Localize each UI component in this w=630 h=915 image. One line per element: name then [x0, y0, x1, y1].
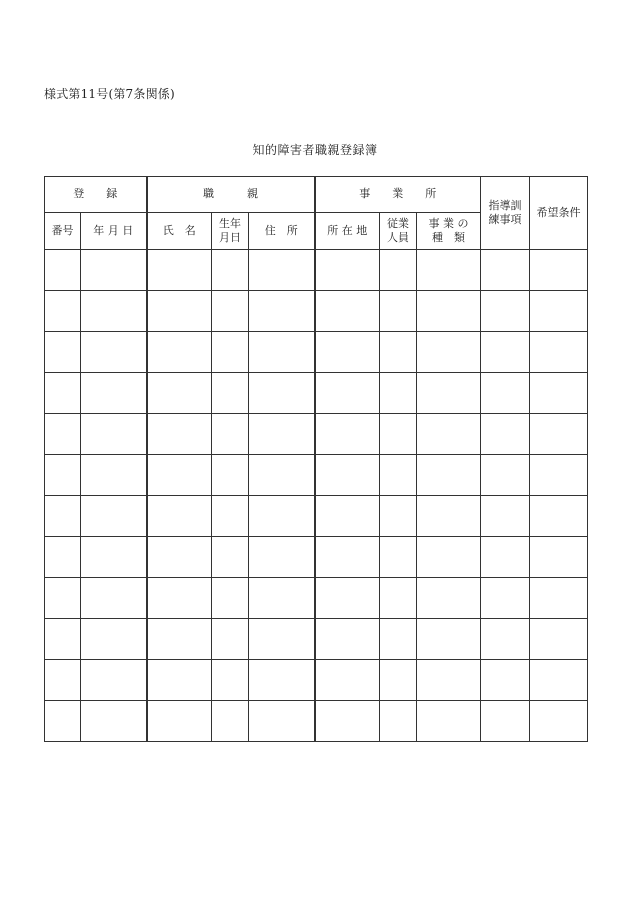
cell-address[interactable]: [249, 414, 315, 455]
cell-number[interactable]: [45, 250, 81, 291]
cell-address[interactable]: [249, 660, 315, 701]
cell-birthdate[interactable]: [212, 250, 249, 291]
register-body: [45, 250, 588, 742]
col-business-type-header: 事 業 の 種 類: [417, 213, 481, 250]
cell-name[interactable]: [147, 373, 212, 414]
cell-date[interactable]: [81, 414, 147, 455]
cell-location[interactable]: [315, 414, 380, 455]
cell-name[interactable]: [147, 332, 212, 373]
cell-birthdate[interactable]: [212, 537, 249, 578]
cell-employees[interactable]: [380, 332, 417, 373]
cell-name[interactable]: [147, 537, 212, 578]
register-table: [44, 176, 588, 742]
cell-date[interactable]: [81, 578, 147, 619]
cell-name[interactable]: [147, 250, 212, 291]
cell-business-type[interactable]: [417, 578, 481, 619]
cell-business-type[interactable]: [417, 619, 481, 660]
cell-birthdate[interactable]: [212, 414, 249, 455]
cell-location[interactable]: [315, 578, 380, 619]
cell-guidance[interactable]: [481, 332, 530, 373]
cell-birthdate[interactable]: [212, 291, 249, 332]
cell-location[interactable]: [315, 332, 380, 373]
cell-conditions[interactable]: [530, 250, 588, 291]
cell-number[interactable]: [45, 701, 81, 742]
cell-name[interactable]: [147, 619, 212, 660]
cell-guidance[interactable]: [481, 291, 530, 332]
col-number-header: 番号: [45, 213, 81, 250]
cell-number[interactable]: [45, 660, 81, 701]
cell-name[interactable]: [147, 414, 212, 455]
cell-number[interactable]: [45, 537, 81, 578]
cell-date[interactable]: [81, 455, 147, 496]
cell-birthdate[interactable]: [212, 578, 249, 619]
cell-location[interactable]: [315, 455, 380, 496]
cell-location[interactable]: [315, 619, 380, 660]
cell-employees[interactable]: [380, 291, 417, 332]
table-row: [45, 414, 588, 455]
cell-name[interactable]: [147, 496, 212, 537]
header-row-groups: [45, 177, 588, 213]
cell-date[interactable]: [81, 332, 147, 373]
cell-business-type[interactable]: [417, 414, 481, 455]
cell-location[interactable]: [315, 660, 380, 701]
cell-business-type[interactable]: [417, 332, 481, 373]
cell-address[interactable]: [249, 332, 315, 373]
cell-birthdate[interactable]: [212, 332, 249, 373]
form-number: 様式第11号(第7条関係): [44, 87, 175, 101]
table-row: [45, 373, 588, 414]
cell-birthdate[interactable]: [212, 619, 249, 660]
group-shokuoya-header: 職 親: [147, 177, 315, 213]
cell-guidance[interactable]: [481, 537, 530, 578]
cell-name[interactable]: [147, 291, 212, 332]
cell-date[interactable]: [81, 701, 147, 742]
cell-business-type[interactable]: [417, 373, 481, 414]
cell-conditions[interactable]: [530, 701, 588, 742]
cell-employees[interactable]: [380, 414, 417, 455]
cell-birthdate[interactable]: [212, 373, 249, 414]
cell-number[interactable]: [45, 455, 81, 496]
cell-employees[interactable]: [380, 373, 417, 414]
cell-location[interactable]: [315, 291, 380, 332]
cell-conditions[interactable]: [530, 373, 588, 414]
cell-employees[interactable]: [380, 578, 417, 619]
table-row: [45, 455, 588, 496]
cell-location[interactable]: [315, 537, 380, 578]
cell-birthdate[interactable]: [212, 701, 249, 742]
cell-address[interactable]: [249, 537, 315, 578]
cell-conditions[interactable]: [530, 537, 588, 578]
cell-business-type[interactable]: [417, 701, 481, 742]
cell-date[interactable]: [81, 373, 147, 414]
table-row: [45, 496, 588, 537]
table-row: [45, 332, 588, 373]
cell-business-type[interactable]: [417, 291, 481, 332]
cell-employees[interactable]: [380, 660, 417, 701]
cell-address[interactable]: [249, 373, 315, 414]
cell-guidance[interactable]: [481, 578, 530, 619]
cell-conditions[interactable]: [530, 332, 588, 373]
cell-location[interactable]: [315, 373, 380, 414]
cell-employees[interactable]: [380, 496, 417, 537]
cell-address[interactable]: [249, 701, 315, 742]
col-location-header: 所 在 地: [315, 213, 380, 250]
cell-birthdate[interactable]: [212, 455, 249, 496]
cell-date[interactable]: [81, 619, 147, 660]
cell-date[interactable]: [81, 537, 147, 578]
table-row: [45, 660, 588, 701]
col-employees-header: 従業 人員: [380, 213, 417, 250]
cell-business-type[interactable]: [417, 537, 481, 578]
desired-conditions-header: 希望条件: [530, 177, 588, 250]
cell-conditions[interactable]: [530, 619, 588, 660]
cell-conditions[interactable]: [530, 414, 588, 455]
cell-conditions[interactable]: [530, 455, 588, 496]
cell-employees[interactable]: [380, 455, 417, 496]
cell-name[interactable]: [147, 578, 212, 619]
table-row: [45, 537, 588, 578]
cell-address[interactable]: [249, 496, 315, 537]
cell-date[interactable]: [81, 496, 147, 537]
cell-address[interactable]: [249, 455, 315, 496]
cell-conditions[interactable]: [530, 291, 588, 332]
cell-number[interactable]: [45, 332, 81, 373]
cell-address[interactable]: [249, 578, 315, 619]
cell-business-type[interactable]: [417, 250, 481, 291]
col-name-header: 氏 名: [147, 213, 212, 250]
cell-employees[interactable]: [380, 701, 417, 742]
cell-employees[interactable]: [380, 537, 417, 578]
cell-guidance[interactable]: [481, 660, 530, 701]
cell-number[interactable]: [45, 619, 81, 660]
document-title: 知的障害者職親登録簿: [252, 143, 378, 157]
cell-business-type[interactable]: [417, 455, 481, 496]
cell-business-type[interactable]: [417, 660, 481, 701]
cell-number[interactable]: [45, 496, 81, 537]
cell-date[interactable]: [81, 250, 147, 291]
cell-name[interactable]: [147, 660, 212, 701]
cell-business-type[interactable]: [417, 496, 481, 537]
cell-name[interactable]: [147, 701, 212, 742]
cell-guidance[interactable]: [481, 414, 530, 455]
cell-location[interactable]: [315, 496, 380, 537]
table-row: [45, 701, 588, 742]
table-row: [45, 250, 588, 291]
cell-guidance[interactable]: [481, 455, 530, 496]
cell-guidance[interactable]: [481, 701, 530, 742]
group-registration-header: 登 録: [45, 177, 147, 213]
table-row: [45, 291, 588, 332]
cell-address[interactable]: [249, 619, 315, 660]
cell-employees[interactable]: [380, 619, 417, 660]
col-birthdate-header: 生年 月日: [212, 213, 249, 250]
cell-number[interactable]: [45, 414, 81, 455]
cell-conditions[interactable]: [530, 578, 588, 619]
cell-guidance[interactable]: [481, 619, 530, 660]
cell-conditions[interactable]: [530, 496, 588, 537]
col-address-header: 住 所: [249, 213, 315, 250]
cell-address[interactable]: [249, 291, 315, 332]
cell-conditions[interactable]: [530, 660, 588, 701]
cell-name[interactable]: [147, 455, 212, 496]
table-row: [45, 578, 588, 619]
cell-number[interactable]: [45, 373, 81, 414]
col-date-header: 年 月 日: [81, 213, 147, 250]
group-business-header: 事 業 所: [315, 177, 481, 213]
cell-location[interactable]: [315, 701, 380, 742]
cell-date[interactable]: [81, 291, 147, 332]
cell-employees[interactable]: [380, 250, 417, 291]
table-row: [45, 619, 588, 660]
cell-location[interactable]: [315, 250, 380, 291]
cell-address[interactable]: [249, 250, 315, 291]
cell-number[interactable]: [45, 578, 81, 619]
cell-guidance[interactable]: [481, 496, 530, 537]
cell-guidance[interactable]: [481, 373, 530, 414]
cell-guidance[interactable]: [481, 250, 530, 291]
cell-birthdate[interactable]: [212, 660, 249, 701]
cell-birthdate[interactable]: [212, 496, 249, 537]
guidance-training-header: 指導訓 練事項: [481, 177, 530, 250]
cell-number[interactable]: [45, 291, 81, 332]
cell-date[interactable]: [81, 660, 147, 701]
